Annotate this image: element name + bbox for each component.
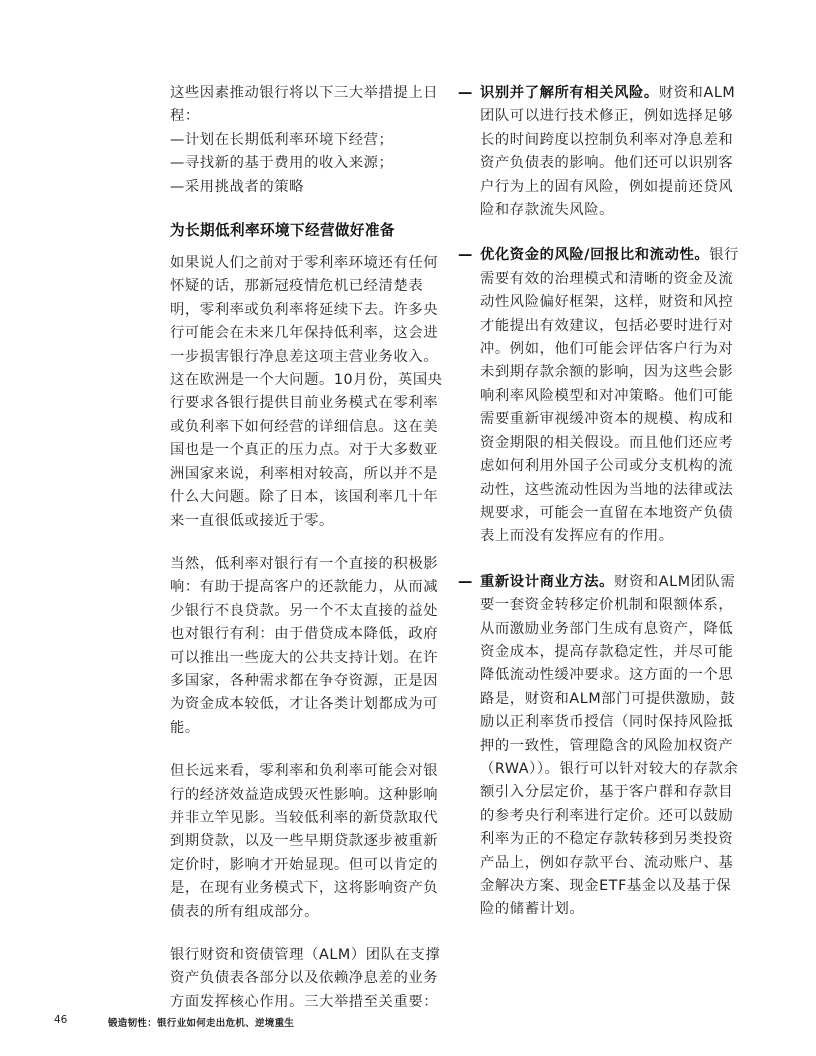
bullet-dash-icon: — [458,573,473,590]
bullet-text: 银行需要有效的治理模式和清晰的资金及流动性风险偏好框架，这样，财资和风控才能提出有效建议，包括必要时进行对冲。例如，他们可能会评估客户行为对未到期存款余额的影响，因为这些会影响利率风险模型和对冲策略。他们可能需要重新审视缓冲资本的规模、构成和资金期限的相关假设。而且他们还应考虑如何利用外国子公司或分支机构的流动性，这些流动性因为当地的法律或法规要求，可能会一直留在本地资产负债表上而没有发挥应有的作用。 [480,247,740,545]
intro-item: —计划在长期低利率环境下经营； [170,131,394,148]
bullet-lead: 重新设计商业方法。 [480,573,615,590]
intro-item: —寻找新的基于费用的收入来源； [170,155,394,172]
footer-title: 锻造韧性：银行业如何走出危机、逆境重生 [108,1018,295,1029]
body-paragraph: 银行财资和资债管理（ALM）团队在支撑资产负债表各部分以及依赖净息差的业务方面发挥核心作用。三大举措至关重要： [170,947,441,1010]
bullet-item [458,571,742,922]
bullet-text: 财资和ALM团队需要一套资金转移定价机制和限额体系，从而激励业务部门生成有息资产，降低资金成本，提高存款稳定性，并尽可能降低流动性缓冲要求。这方面的一个思路是，财资和ALM部门可提供激励，鼓励以正利率货币授信（同时保持风险抵押的一致性，管理隐含的风险加权资产（RWA））。银行可以针对较大的存款余额引入分层定价，基于客户群和存款目的参考央行利率进行定价。还可以鼓励利率为正的不稳定存款转移到另类投资产品上，例如存款平台、流动账户、基金解决方案、现金ETF基金以及基于保险的储蓄计划。 [480,573,739,918]
intro-text: 这些因素推动银行将以下三大举措提上日程： [170,85,439,125]
body-paragraph: 当然，低利率对银行有一个直接的积极影响：有助于提高客户的还款能力，从而减少银行不良贷款。另一个不太直接的益处也对银行有利：由于借贷成本降低，政府可以推出一些庞大的公共支持计划。在许多国家，各种需求都在争夺资源，正是因为资金成本较低，才让各类计划都成为可能。 [170,555,439,736]
right-column [458,82,742,944]
left-column [170,82,444,1034]
intro-item: —采用挑战者的策略 [170,178,305,195]
section-heading: 为长期低利率环境下经营做好准备 [170,222,395,240]
page-number: 46 [54,1014,68,1026]
bullet-lead: 优化资金的风险/回报比和流动性。 [480,247,710,264]
bullet-dash-icon: — [458,85,473,101]
bullet-dash-icon: — [458,247,473,264]
bullet-item [458,82,742,222]
bullet-lead: 识别并了解所有相关风险。 [480,85,659,101]
bullet-text: 财资和ALM团队可以进行技术修正，例如选择足够长的时间跨度以控制负利率对净息差和资产负债表的影响。他们还可以识别客户行为上的固有风险，例如提前还贷风险和存款流失风险。 [480,85,736,219]
body-paragraph: 但长远来看，零利率和负利率可能会对银行的经济效益造成毁灭性影响。这种影响并非立竿见影。当较低利率的新贷款取代到期贷款，以及一些早期贷款逐步被重新定价时，影响才开始显现。但可以肯定的是，在现有业务模式下，这将影响资产负债表的所有组成部分。 [170,763,439,920]
bullet-item [458,244,742,548]
body-paragraph: 如果说人们之前对于零利率环境还有任何怀疑的话，那新冠疫情危机已经清楚表明，零利率或负利率将延续下去。许多央行可能会在未来几年保持低利率，这会进一步损害银行净息差这项主营业务收入。这在欧洲是一个大问题。10月份，英国央行要求各银行提供目前业务模式在零利率或负利率下如何经营的详细信息。这在美国也是一个真正的压力点。对于大多数亚洲国家来说，利率相对较高，所以并不是什么大问题。除了日本，该国利率几十年来一直很低或接近于零。 [170,255,443,529]
intro-block [170,82,444,199]
